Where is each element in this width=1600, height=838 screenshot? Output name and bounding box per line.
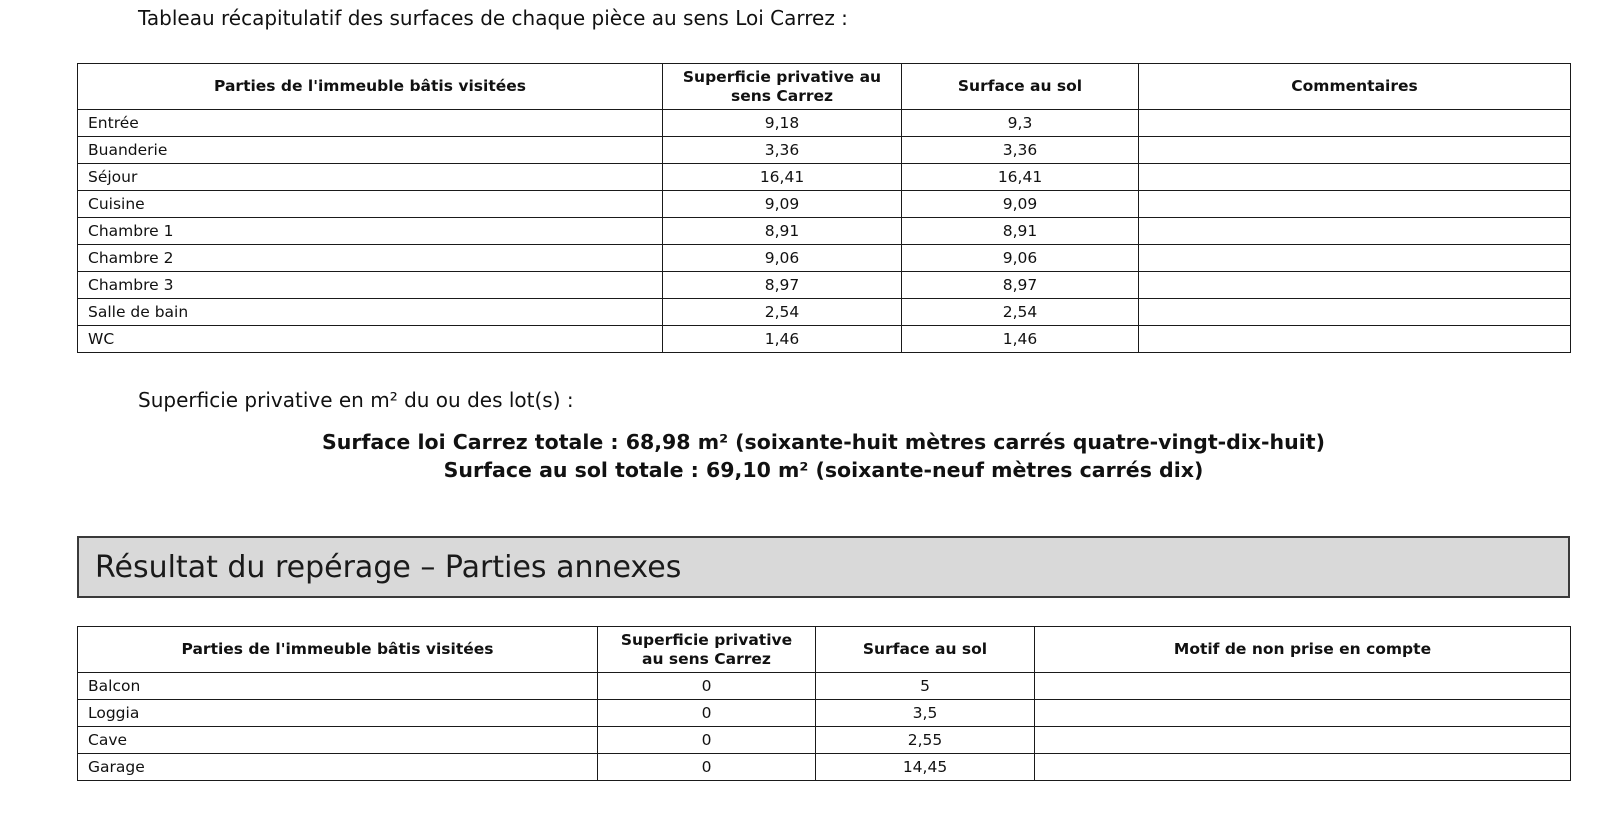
annex-surface-table	[77, 626, 1571, 781]
cell-piece: WC	[78, 326, 663, 353]
table-row	[78, 245, 1571, 272]
table-row	[78, 673, 1571, 700]
header-parties: Parties de l'immeuble bâtis visitées	[78, 64, 663, 110]
cell-commentaire	[1139, 110, 1571, 137]
cell-sol: 8,91	[902, 218, 1139, 245]
carrez-surface-table	[77, 63, 1571, 353]
cell-carrez: 9,18	[663, 110, 902, 137]
totals-block	[77, 428, 1570, 484]
table-row	[78, 754, 1571, 781]
cell-sol: 1,46	[902, 326, 1139, 353]
header-surface-sol: Surface au sol	[816, 627, 1035, 673]
cell-motif	[1035, 673, 1571, 700]
surface-label: Superficie privative en m² du ou des lot(s) :	[138, 388, 574, 412]
cell-sol: 3,5	[816, 700, 1035, 727]
section-banner	[77, 536, 1570, 598]
section-title: Résultat du repérage – Parties annexes	[95, 550, 682, 585]
cell-sol: 2,55	[816, 727, 1035, 754]
cell-sol: 9,06	[902, 245, 1139, 272]
cell-motif	[1035, 727, 1571, 754]
header-commentaires: Commentaires	[1139, 64, 1571, 110]
table-row	[78, 272, 1571, 299]
cell-piece: Garage	[78, 754, 598, 781]
cell-sol: 5	[816, 673, 1035, 700]
table-row	[78, 164, 1571, 191]
total-sol: Surface au sol totale : 69,10 m² (soixante-neuf mètres carrés dix)	[443, 458, 1204, 482]
cell-sol: 14,45	[816, 754, 1035, 781]
cell-commentaire	[1139, 164, 1571, 191]
cell-piece: Entrée	[78, 110, 663, 137]
cell-motif	[1035, 700, 1571, 727]
table-row	[78, 218, 1571, 245]
cell-commentaire	[1139, 299, 1571, 326]
cell-sol: 8,97	[902, 272, 1139, 299]
table-row	[78, 299, 1571, 326]
cell-motif	[1035, 754, 1571, 781]
header-motif: Motif de non prise en compte	[1035, 627, 1571, 673]
cell-carrez: 2,54	[663, 299, 902, 326]
header-surface-sol: Surface au sol	[902, 64, 1139, 110]
cell-carrez: 8,97	[663, 272, 902, 299]
intro-text: Tableau récapitulatif des surfaces de chaque pièce au sens Loi Carrez :	[138, 6, 848, 30]
table-row	[78, 326, 1571, 353]
table-row	[78, 110, 1571, 137]
total-carrez: Surface loi Carrez totale : 68,98 m² (soixante-huit mètres carrés quatre-vingt-dix-huit)	[322, 430, 1325, 454]
cell-carrez: 9,06	[663, 245, 902, 272]
cell-commentaire	[1139, 272, 1571, 299]
cell-commentaire	[1139, 245, 1571, 272]
header-superficie-carrez: Superficie privative au sens Carrez	[598, 627, 816, 673]
cell-piece: Chambre 2	[78, 245, 663, 272]
cell-carrez: 0	[598, 700, 816, 727]
cell-piece: Cave	[78, 727, 598, 754]
table-row	[78, 700, 1571, 727]
cell-carrez: 8,91	[663, 218, 902, 245]
cell-piece: Séjour	[78, 164, 663, 191]
cell-piece: Balcon	[78, 673, 598, 700]
cell-sol: 2,54	[902, 299, 1139, 326]
cell-carrez: 0	[598, 673, 816, 700]
header-parties: Parties de l'immeuble bâtis visitées	[78, 627, 598, 673]
table-header-row	[78, 64, 1571, 110]
cell-commentaire	[1139, 218, 1571, 245]
table-header-row	[78, 627, 1571, 673]
cell-piece: Chambre 1	[78, 218, 663, 245]
cell-commentaire	[1139, 326, 1571, 353]
cell-commentaire	[1139, 137, 1571, 164]
cell-commentaire	[1139, 191, 1571, 218]
cell-piece: Loggia	[78, 700, 598, 727]
cell-piece: Cuisine	[78, 191, 663, 218]
header-superficie-carrez: Superficie privative au sens Carrez	[663, 64, 902, 110]
cell-carrez: 0	[598, 754, 816, 781]
cell-piece: Buanderie	[78, 137, 663, 164]
table-row	[78, 137, 1571, 164]
table-row	[78, 191, 1571, 218]
cell-piece: Chambre 3	[78, 272, 663, 299]
cell-piece: Salle de bain	[78, 299, 663, 326]
cell-carrez: 1,46	[663, 326, 902, 353]
cell-carrez: 3,36	[663, 137, 902, 164]
cell-carrez: 16,41	[663, 164, 902, 191]
cell-sol: 9,3	[902, 110, 1139, 137]
cell-carrez: 0	[598, 727, 816, 754]
cell-sol: 9,09	[902, 191, 1139, 218]
table-row	[78, 727, 1571, 754]
cell-sol: 16,41	[902, 164, 1139, 191]
cell-carrez: 9,09	[663, 191, 902, 218]
cell-sol: 3,36	[902, 137, 1139, 164]
